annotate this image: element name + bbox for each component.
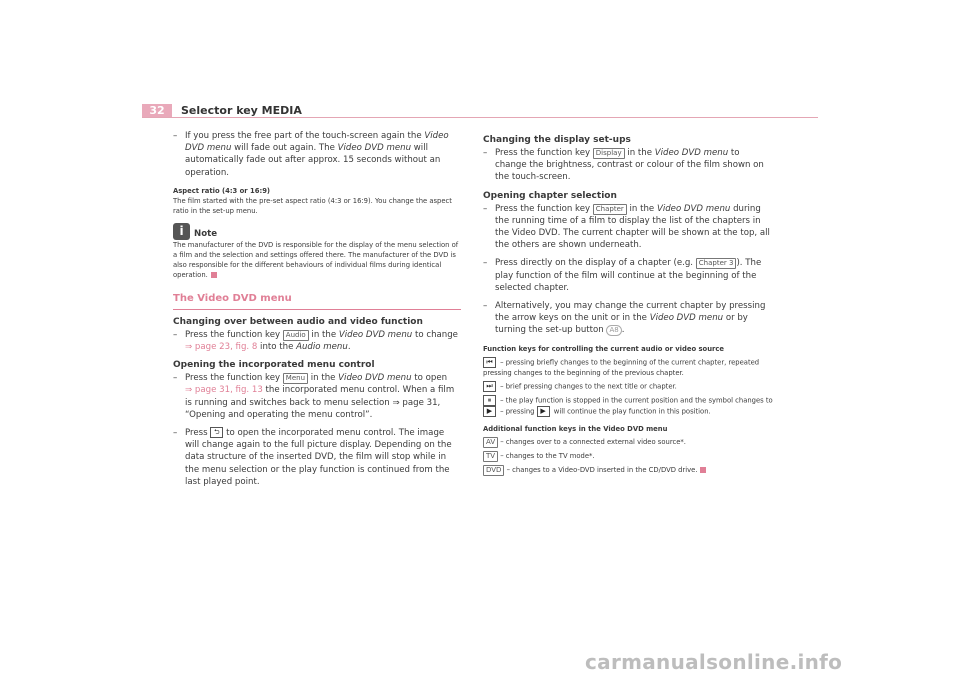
right-column: [483, 130, 773, 476]
dvd-key: DVD: [483, 465, 504, 476]
back-icon: ⮌: [210, 427, 223, 438]
pause-icon: ⏸: [483, 395, 496, 406]
text: Video DVD menu: [656, 203, 731, 214]
text: Press directly on the display of a chapter (e.g.: [495, 258, 696, 269]
text: Video DVD menu: [654, 148, 729, 158]
aspect-text: The film started with the pre-set aspect ratio (4:3 or 16:9). You change the aspect ratio in the set-up menu.: [173, 196, 452, 215]
text: into the: [257, 342, 297, 353]
additional-keys-heading: Additional function keys in the Video DVD menu: [483, 424, 668, 433]
touchscreen-paragraph: [173, 130, 461, 179]
end-marker-icon: [211, 272, 217, 278]
text: – changes to the TV mode*.: [498, 451, 595, 460]
text: Press the function key: [495, 203, 593, 214]
open-menu-heading: Opening the incorporated menu control: [173, 360, 375, 371]
text: .: [347, 342, 351, 353]
previous-chapter-icon: ⏮: [483, 357, 496, 368]
fk-tv: [483, 451, 773, 462]
text: Press the function key: [185, 373, 283, 384]
section-title: The Video DVD menu: [173, 292, 461, 310]
fk-previous: [483, 357, 773, 378]
display-key: Display: [593, 148, 625, 159]
text: Press the function key: [495, 148, 593, 158]
aspect-heading: Aspect ratio (4:3 or 16:9): [173, 186, 271, 195]
text: Video DVD menu: [649, 313, 724, 324]
audio-paragraph: [173, 329, 461, 353]
chapter-key: Chapter: [593, 204, 627, 215]
end-marker-icon: [700, 467, 706, 473]
play-icon: ▶: [537, 406, 550, 417]
note-heading: [173, 223, 461, 240]
next-chapter-icon: ⏭: [483, 381, 496, 392]
play-icon: ▶: [483, 406, 496, 417]
text: – pressing: [498, 407, 537, 416]
text: – the play function is stopped in the current position and the symbol changes to: [498, 396, 773, 405]
page-link[interactable]: ⇒ page 23, fig. 8: [185, 342, 258, 353]
text: .: [621, 325, 625, 336]
fk-next: [483, 381, 773, 392]
setup-button-badge: A8: [606, 325, 621, 336]
text: Alternatively, you may change the current chapter by pressing the arrow keys on the unit or in the: [495, 301, 766, 324]
fk-av: [483, 437, 773, 448]
chapter-paragraph: [483, 203, 773, 252]
text: The manufacturer of the DVD is responsible for the display of the menu selection of a film and the selection and settings offered there. The manufacturer of the DVD is also responsible for the different behaviours of individual films during identical operation.: [173, 240, 459, 279]
text: will fade out again. The: [231, 143, 338, 154]
page-number: 32: [142, 104, 172, 118]
back-paragraph: [173, 427, 461, 488]
fk-dvd: [483, 465, 773, 476]
open-menu-paragraph: [173, 372, 461, 421]
text: Press the function key: [185, 329, 283, 340]
display-paragraph: [483, 147, 773, 184]
text: – pressing briefly changes to the beginning of the current chapter, repeated pressing changes to the beginning of the previous chapter.: [483, 358, 760, 377]
text: in the: [308, 373, 339, 384]
text: to change: [412, 329, 458, 340]
text: to change the brightness, contrast or colour of the film shown on the touch-screen.: [495, 148, 764, 183]
text: Press: [185, 428, 211, 439]
text: Video DVD menu: [337, 143, 412, 154]
text: in the: [308, 329, 339, 340]
text: Video DVD menu: [185, 131, 449, 154]
chapter3-key: Chapter 3: [696, 258, 737, 269]
page-link[interactable]: ⇒ page 31, fig. 13: [185, 385, 263, 396]
alternative-paragraph: [483, 300, 773, 337]
text: or by turning the set-up button: [495, 313, 748, 336]
chapter-heading: Opening chapter selection: [483, 190, 617, 201]
text: will continue the play function in this position.: [551, 407, 711, 416]
header-rule: [142, 117, 818, 118]
av-key: AV: [483, 437, 498, 448]
text: to open: [411, 373, 448, 384]
text: during the running time of a film to display the list of the chapters in the Video DVD. The current chapter will be shown at the top, all the others are shown underneath.: [495, 203, 770, 251]
text: the incorporated menu control. When a film is running and switches back to menu selection ⇒ page 31, “Opening and operating the menu control”.: [185, 385, 455, 420]
watermark: carmanualsonline.info: [585, 650, 843, 674]
text: – brief pressing changes to the next title or chapter.: [498, 382, 677, 391]
text: in the: [624, 148, 655, 158]
left-column: [173, 130, 461, 494]
direct-chapter-paragraph: [483, 257, 773, 294]
text: If you press the free part of the touch-screen again the: [185, 131, 425, 141]
text: – changes over to a connected external video source*.: [498, 437, 686, 446]
menu-key: Menu: [283, 373, 308, 384]
note-icon: i: [173, 223, 190, 240]
text: Audio menu: [296, 342, 348, 353]
text: to open the incorporated menu control. The image will change again to the full picture display. Depending on the data structure of the inserted DVD, the film will stop while in the menu selection or the play function is continued from the last played point.: [185, 428, 452, 487]
text: in the: [626, 203, 657, 214]
function-keys-heading: Function keys for controlling the current audio or video source: [483, 344, 725, 353]
display-heading: Changing the display set-ups: [483, 135, 631, 145]
text: Video DVD menu: [338, 373, 412, 384]
note-label: Note: [194, 228, 218, 239]
note-text: [173, 240, 461, 280]
text: will automatically fade out after approx. 15 seconds without an operation.: [185, 143, 441, 178]
text: – changes to a Video-DVD inserted in the CD/DVD drive.: [504, 465, 698, 474]
header-title: Selector key MEDIA: [181, 104, 302, 117]
audio-heading: Changing over between audio and video function: [173, 316, 423, 327]
text: ). The play function of the film will continue at the beginning of the selected chapter.: [495, 258, 762, 293]
tv-key: TV: [483, 451, 498, 462]
audio-key: Audio: [283, 330, 309, 341]
text: Video DVD menu: [338, 329, 413, 340]
fk-pause: [483, 395, 773, 417]
